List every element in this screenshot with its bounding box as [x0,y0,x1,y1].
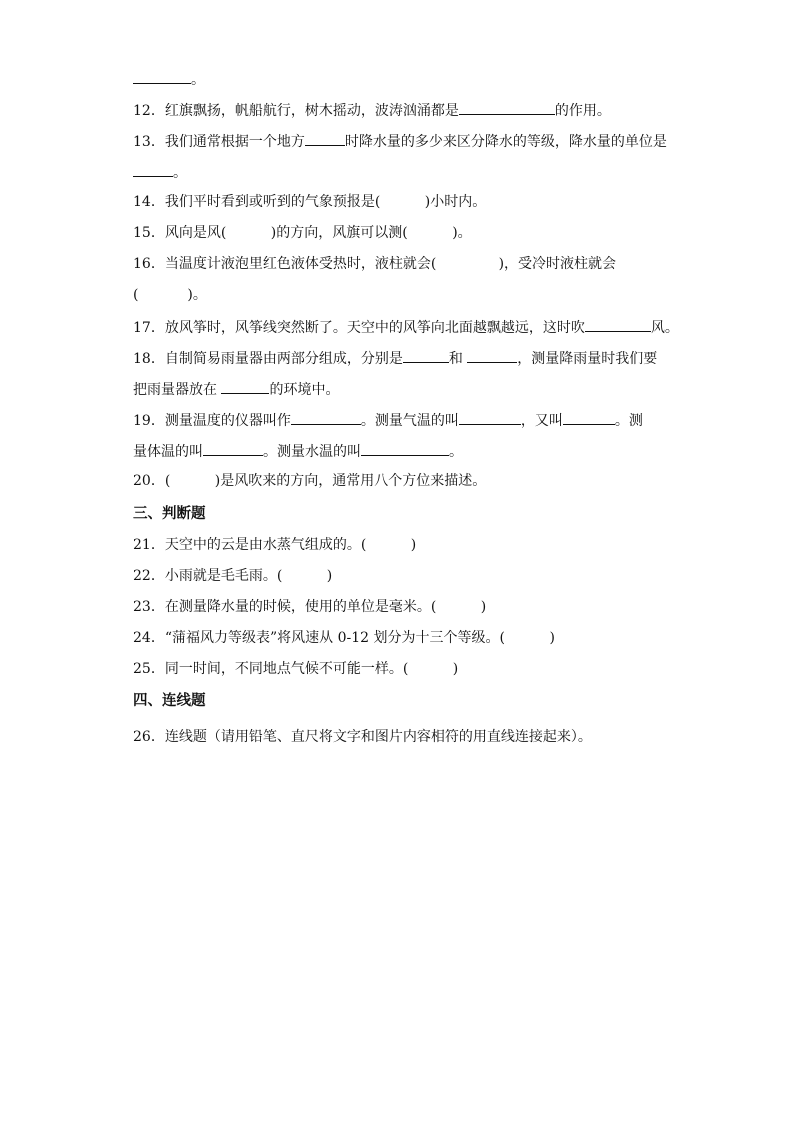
answer-blank [403,347,449,363]
q11-continuation: 。 [133,68,674,90]
q20: 20．( )是风吹来的方向，通常用八个方位来描述。 [133,473,487,489]
q18-line1: 18．自制简易雨量器由两部分组成，分别是 和 ，测量降雨量时我们要 [133,347,674,369]
q22: 22．小雨就是毛毛雨。( ) [133,568,333,584]
section-title-judge: 三、判断题 [133,505,206,522]
section-title-matching: 四、连线题 [133,692,206,709]
q13-line1: 13．我们通常根据一个地方 时降水量的多少来区分降水的等级，降水量的单位是 [133,130,674,152]
answer-blank [305,130,345,146]
q16-line1: 16．当温度计液泡里红色液体受热时，液柱就会( )，受冷时液柱就会 [133,256,617,272]
q19-line1: 19．测量温度的仪器叫作 。测量气温的叫 ，又叫 。测 [133,409,674,431]
q16-line2: ( )。 [133,287,207,303]
answer-blank [563,409,615,425]
q12: 12．红旗飘扬，帆船航行，树木摇动，波涛汹涌都是 的作用。 [133,99,674,121]
q13-line2: 。 [133,161,674,183]
q18-line2: 把雨量器放在 的环境中。 [133,378,674,400]
answer-blank [133,68,191,84]
answer-blank [467,347,517,363]
answer-blank [203,440,263,456]
q14: 14．我们平时看到或听到的气象预报是( )小时内。 [133,194,487,210]
answer-blank [459,409,521,425]
answer-blank [221,378,269,394]
q21: 21．天空中的云是由水蒸气组成的。( ) [133,537,417,553]
q24: 24．“蒲福风力等级表”将风速从 0-12 划分为十三个等级。( ) [133,630,555,646]
answer-blank [361,440,449,456]
q23: 23．在测量降水量的时候，使用的单位是毫米。( ) [133,599,487,615]
answer-blank [459,99,555,115]
answer-blank [291,409,361,425]
q17: 17．放风筝时，风筝线突然断了。天空中的风筝向北面越飘越远，这时吹 风。 [133,316,674,338]
q25: 25．同一时间，不同地点气候不可能一样。( ) [133,661,459,677]
answer-blank [585,316,651,332]
answer-blank [133,161,173,177]
q26: 26．连线题（请用铅笔、直尺将文字和图片内容相符的用直线连接起来）。 [133,729,592,745]
q19-line2: 量体温的叫 。测量水温的叫 。 [133,440,674,462]
q15: 15．风向是风( )的方向，风旗可以测( )。 [133,225,472,241]
